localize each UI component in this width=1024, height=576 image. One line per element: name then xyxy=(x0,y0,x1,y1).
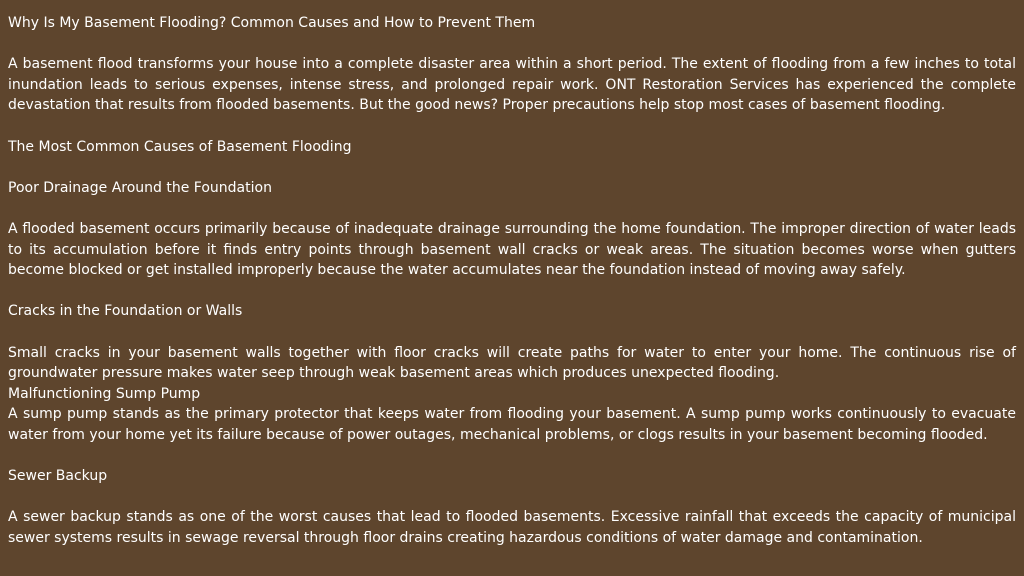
document-title: Why Is My Basement Flooding? Common Causes and How to Prevent Them xyxy=(8,15,536,31)
spacer xyxy=(8,487,1016,508)
spacer xyxy=(8,157,1016,178)
cause-body-sump-pump: A sump pump stands as the primary protector that keeps water from flooding your basement. A sump pump works continuously to evacuate water from your home yet its failure because of power outages, mechanical problems, or clogs results in your basement becoming flooded. xyxy=(8,406,1016,443)
cause-heading-sump-pump: Malfunctioning Sump Pump xyxy=(8,385,201,402)
section-heading: The Most Common Causes of Basement Flooding xyxy=(8,138,352,155)
cause-body-drainage: A flooded basement occurs primarily because of inadequate drainage surrounding the home foundation. The improper direction of water leads to its accumulation before it finds entry points through basement wall cracks or weak areas. The situation becomes worse when gutters become blocked or get installed improperly because the water accumulates near the foundation instead of moving away safely. xyxy=(8,220,1016,279)
spacer xyxy=(8,322,1016,343)
cause-heading-sewer: Sewer Backup xyxy=(8,468,108,485)
cause-body-sewer: A sewer backup stands as one of the worst causes that lead to flooded basements. Excessive rainfall that exceeds the capacity of municipal sewer systems results in sewage reversal through floor drains creating hazardous conditions of water damage and contamination. xyxy=(8,509,1016,546)
cause-heading-drainage: Poor Drainage Around the Foundation xyxy=(8,179,272,196)
cause-body-cracks: Small cracks in your basement walls together with floor cracks will create paths for water to enter your home. The continuous rise of groundwater pressure makes water seep through weak basement areas which produces unexpected flooding. xyxy=(8,344,1016,382)
spacer xyxy=(8,281,1016,302)
spacer xyxy=(8,116,1016,137)
spacer xyxy=(8,198,1016,219)
intro-paragraph: A basement flood transforms your house into a complete disaster area within a short period. The extent of flooding from a few inches to total inundation leads to serious expenses, intense stress, and prolonged repair work. ONT Restoration Services has experienced the complete devastation that results from flooded basements. But the good news? Proper precautions help stop most cases of basement flooding. xyxy=(8,56,1016,114)
spacer xyxy=(8,445,1016,466)
cause-heading-cracks: Cracks in the Foundation or Walls xyxy=(8,303,243,320)
spacer xyxy=(8,34,1016,55)
